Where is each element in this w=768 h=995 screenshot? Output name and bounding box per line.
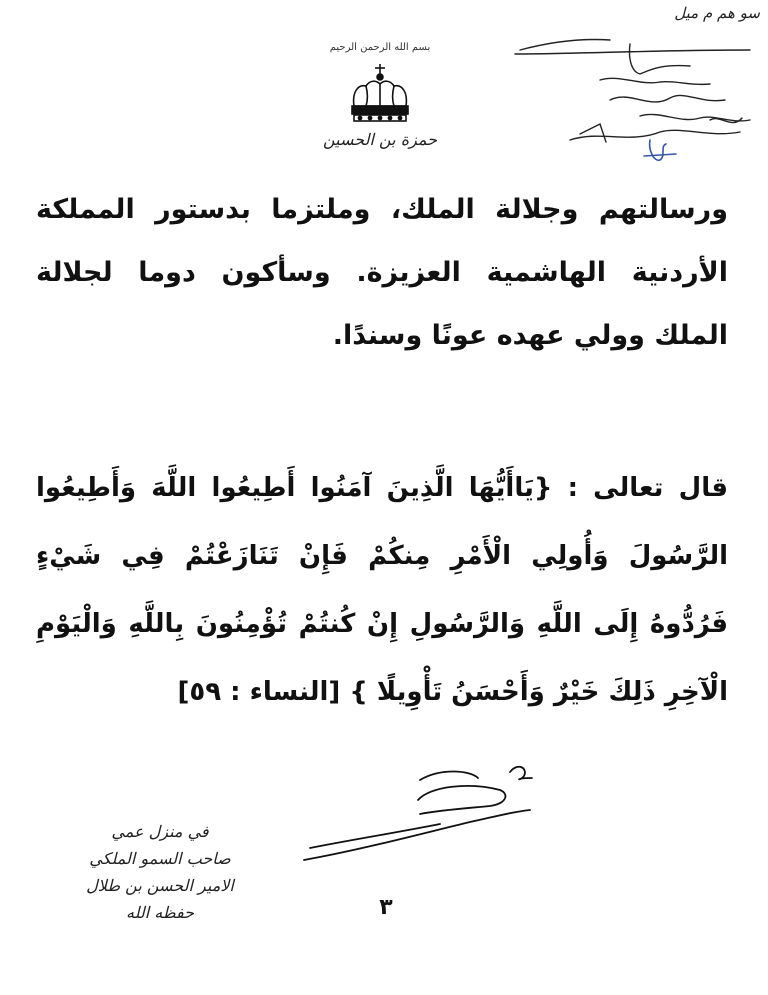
body-paragraph-1: ورسالتهم وجلالة الملك، وملتزما بدستور المملكة الأردنية الهاشمية العزيزة. وسأكون دوما لجلالة الملك وولي عهده عونًا وسندًا.: [36, 194, 728, 351]
crown-emblem-icon: [344, 62, 416, 126]
body-paragraph-2-quran-verse: قال تعالى : {يَاأَيُّهَا الَّذِينَ آمَنُوا أَطِيعُوا اللَّهَ وَأَطِيعُوا الرَّسُولَ وَأُولِي الْأَمْرِ مِنكُمْ فَإِنْ تَنَازَعْتُمْ فِي شَيْءٍ فَرُدُّوهُ إِلَى اللَّهِ وَالرَّسُولِ إِنْ كُنتُمْ تُؤْمِنُونَ بِاللَّهِ وَالْيَوْمِ الْآخِرِ ذَلِكَ خَيْرٌ وَأَحْسَنُ تَأْوِيلًا } [النساء : ٥٩]: [36, 473, 728, 707]
letterhead-name: حمزة بن الحسين: [322, 130, 438, 149]
recipient-line-3: الامير الحسن بن طلال: [86, 876, 234, 895]
handwritten-scribbles: [510, 20, 760, 180]
recipient-note: [60, 818, 260, 926]
signature: [300, 760, 540, 880]
letterhead-basmala: بسم الله الرحمن الرحيم: [329, 42, 431, 53]
page-number: ٣: [379, 895, 393, 920]
recipient-line-2: صاحب السمو الملكي: [89, 849, 231, 868]
recipient-line-4: حفظه الله: [126, 903, 194, 922]
letterhead: [300, 40, 460, 160]
handwritten-annotation: سو هم م ميل: [674, 4, 760, 22]
recipient-line-1: في منزل عمي: [111, 822, 209, 841]
